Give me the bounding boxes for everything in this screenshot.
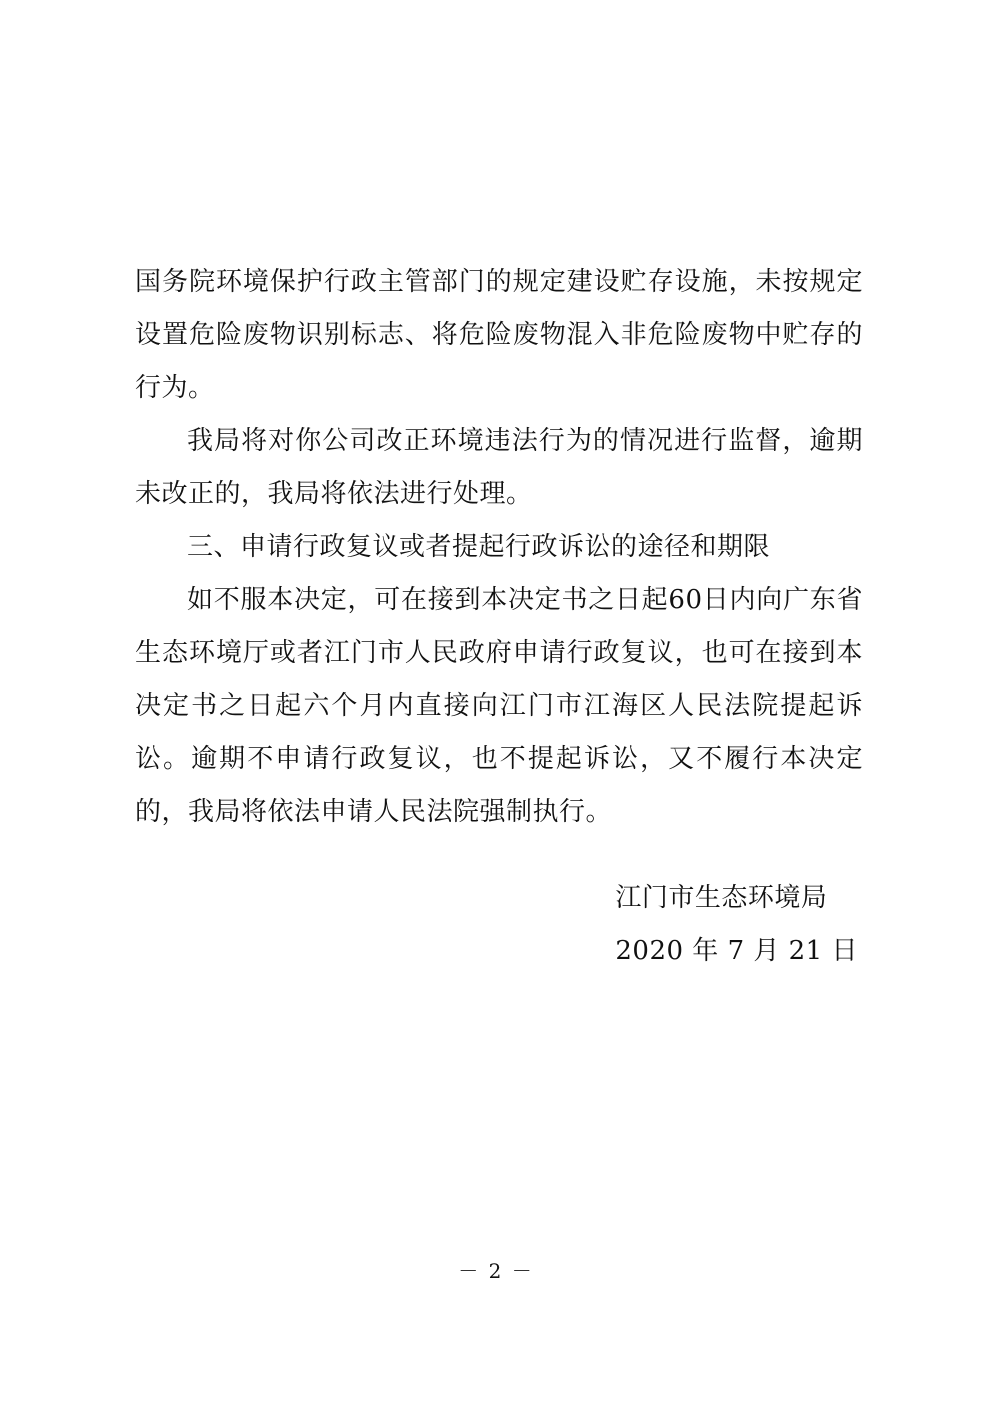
signature-block — [615, 872, 858, 978]
document-body — [135, 256, 863, 839]
paragraph-appeal-details: 如不服本决定，可在接到本决定书之日起60日内向广东省生态环境厅或者江门市人民政府申请行政复议，也可在接到本决定书之日起六个月内直接向江门市江海区人民法院提起诉讼。逾期不申请行政复议，也不提起诉讼，又不履行本决定的，我局将依法申请人民法院强制执行。 — [135, 585, 863, 827]
paragraph-supervision-notice: 我局将对你公司改正环境违法行为的情况进行监督，逾期未改正的，我局将依法进行处理。 — [135, 426, 863, 509]
issue-date: 2020 年 7 月 21 日 — [615, 936, 858, 966]
issuing-organization: 江门市生态环境局 — [615, 883, 828, 913]
page-number: － 2 － — [458, 1259, 534, 1283]
section-heading-appeal-routes: 三、申请行政复议或者提起行政诉讼的途径和期限 — [187, 532, 771, 562]
paragraph-continuation: 国务院环境保护行政主管部门的规定建设贮存设施，未按规定设置危险废物识别标志、将危险废物混入非危险废物中贮存的行为。 — [135, 267, 863, 403]
